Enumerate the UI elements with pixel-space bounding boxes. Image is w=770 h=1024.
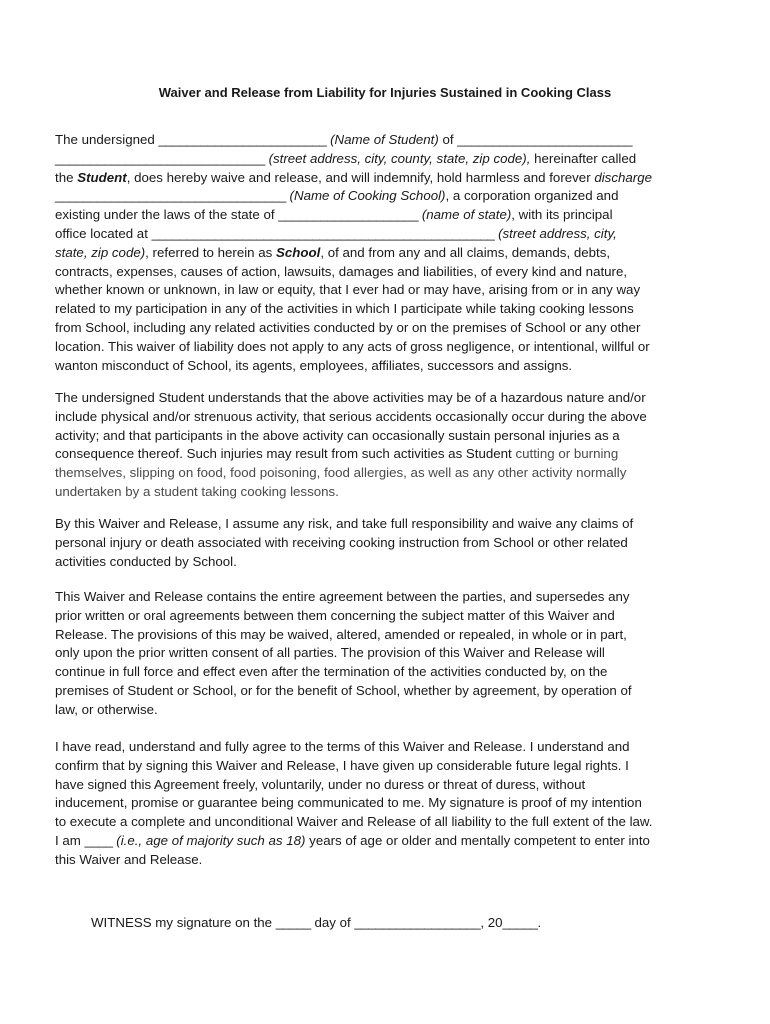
text: , a corporation organized and [445,188,619,204]
paragraph-hazards [55,389,685,502]
age-label: (i.e., age of majority such as 18) [116,832,306,848]
line: This Waiver and Release contains the entire agreement between the parties, and supersedes any [55,589,630,604]
line: themselves, slipping on food, food poisoning, food allergies, as well as any other activity normally [55,465,627,481]
line: contracts, expenses, causes of action, lawsuits, damages and liabilities, of every kind and nature, [55,263,628,279]
line: whether known or unknown, in law or equity, that I ever had or may have, arising from or in any way [55,282,641,298]
line: I have read, understand and fully agree to the terms of this Waiver and Release. I understand and [55,739,630,754]
text: hereinafter called [534,150,637,166]
line: confirm that by signing this Waiver and Release, I have given up considerable future legal rights. I [55,757,629,773]
line: premises of Student or School, or for the benefit of School, whether by agreement, by operation of [55,682,632,698]
text: The undersigned [55,132,155,147]
line: location. This waiver of liability does not apply to any acts of gross negligence, or intentional, willful or [55,338,650,354]
age-blank[interactable]: ____ [84,832,113,848]
text: WITNESS my signature on the [91,915,273,930]
paragraph-entire-agreement [55,588,685,720]
text: office located at [55,225,148,241]
text: discharge [594,169,652,185]
office-address-blank[interactable]: _________________________________________________ [151,225,495,241]
text: years of age or older and mentally competent to enter into [309,832,650,848]
text: , with its principal [511,207,613,223]
text: , does hereby waive and release, and will indemnify, hold harmless and forever [126,169,591,185]
text: cutting or burning [515,446,619,462]
student-name-label: (Name of Student) [330,132,439,147]
text: existing under the laws of the state of [55,207,275,223]
line: to execute a complete and unconditional Waiver and Release of all liability to the full extent of the law. [55,814,653,830]
line [55,150,685,169]
line: inducement, promise or guarantee being communicated to me. My signature is proof of my intention [55,795,642,811]
line: continue in full force and effect even after the termination of the activities conducted by, on the [55,664,608,680]
line: Release. The provisions of this may be waived, altered, amended or repealed, in whole or in part, [55,626,627,642]
line: activity; and that participants in the above activity can occasionally sustain personal injuries as a [55,427,620,443]
line [55,187,685,206]
line: only upon the prior written consent of all parties. The provision of this Waiver and Release will [55,645,605,661]
document-title: Waiver and Release from Liability for Injuries Sustained in Cooking Class [158,85,612,100]
paragraph-parties [55,131,685,375]
student-name-blank[interactable]: ________________________ [158,132,327,147]
line: The undersigned Student understands that the above activities may be of a hazardous nature and/or [55,390,646,405]
text: , referred to herein as [145,244,273,260]
state-label: (name of state) [421,207,512,223]
student-address-blank[interactable]: _________________________ [457,132,633,147]
text: day of [314,915,351,930]
school-term: School [276,244,321,260]
line: related to my participation in any of the activities in which I participate while taking cooking lessons [55,301,634,317]
line [55,832,685,851]
line: this Waiver and Release. [55,851,203,867]
line: wanton misconduct of School, its agents, employees, affiliates, successors and assigns. [55,357,573,373]
month-blank[interactable]: __________________ [354,915,481,930]
student-address-blank-2[interactable]: ______________________________ [55,150,265,166]
line: undertaken by a student taking cooking lessons. [55,483,339,499]
line: prior written or oral agreements between them concerning the subject matter of this Waiver and [55,607,615,623]
line: By this Waiver and Release, I assume any risk, and take full responsibility and waive any claims of [55,516,634,531]
signature-line [91,914,541,933]
line: have signed this Agreement freely, voluntarily, under no duress or threat of duress, without [55,776,586,792]
text: consequence thereof. Such injuries may result from such activities as Student [55,446,512,462]
student-address-label: (street address, city, county, state, zip code), [268,150,531,166]
year-blank[interactable]: _____ [502,915,538,930]
line [55,206,685,225]
school-name-label: (Name of Cooking School) [289,188,446,204]
line: activities conducted by School. [55,553,237,569]
line [55,445,685,464]
line: personal injury or death associated with receiving cooking instruction from School or other related [55,534,628,550]
office-address-label-2: state, zip code) [55,244,146,260]
text: , 20 [480,915,503,930]
line: include physical and/or strenuous activity, that serious accidents occasionally occur during the above [55,408,647,424]
text: I am [55,832,81,848]
text: the [55,169,74,185]
paragraph-acknowledgement [55,738,685,870]
text: . [537,915,542,930]
line [55,131,685,150]
line [55,169,685,188]
text: of [442,132,454,147]
school-name-blank[interactable]: _________________________________ [55,188,286,204]
day-blank[interactable]: _____ [275,915,311,930]
paragraph-assume-risk [55,515,685,571]
line: from School, including any related activities conducted by or on the premises of School or any other [55,319,641,335]
office-address-label: (street address, city, [498,225,617,241]
state-blank[interactable]: ____________________ [278,207,419,223]
line: law, or otherwise. [55,701,158,717]
text: , of and from any and all claims, demands, debts, [320,244,611,260]
student-term: Student [77,169,127,185]
line [55,225,685,244]
line [55,244,685,263]
